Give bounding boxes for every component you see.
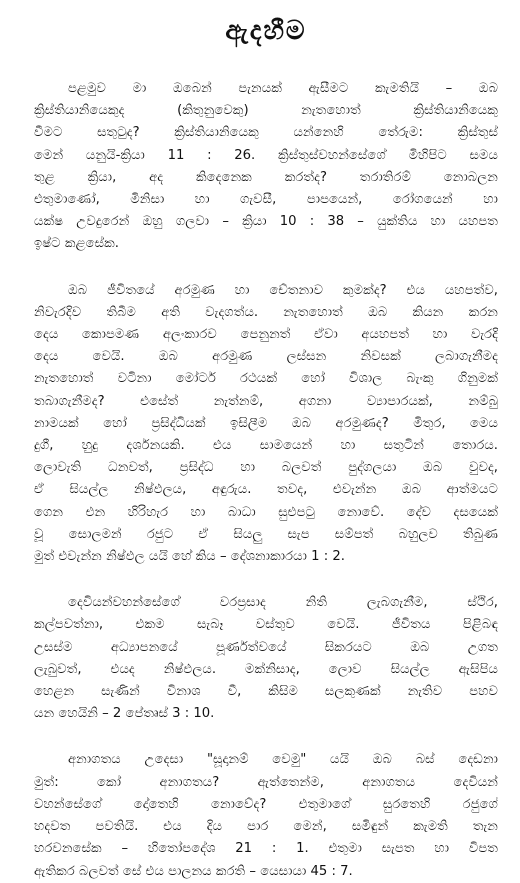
text-line: ක්‍රිස්තියානියෙකුද (කිතුනුවෙකු) නැතහොත් ක්‍රිස්තියානියෙකු: [34, 103, 498, 119]
text-line: උසස්ම අධ්‍යාපනයේ පූර්ණත්වයේ සිකරයට ඔබ උගත: [34, 639, 498, 655]
text-line: ඇතිකර බලවත් සේ එය පාලනය කරති – යෙසායා 45 : 7.: [34, 863, 353, 879]
text-line: දෙය වෙයි. ඔබ අරමුණ ලස්සන නිවසක් ලබාගැනීමද: [34, 349, 498, 365]
text-line: දෙවියන්වහන්සේගේ වරප්‍රසාද නිති ලැබගැනීම, ස්ථිර,: [68, 595, 498, 611]
text-line: යන හෙයිනි – 2 පේත්‍රුස් 3 : 10.: [34, 706, 215, 722]
text-line: අනාගතය උදෙසා "සූදානම් වෙමු" යයි ඔබ බස් දෙඩනා: [68, 752, 498, 768]
text-line: ඒ සියල්ල නිෂ්ඵලය, අඳුරුය. තවද, එවැන්න ඔබ ආත්මයට: [34, 482, 498, 498]
text-line: දුගී, හුදු දර්ශනයකි. එය සාමයෙන් හා සතුටින් තොරය.: [34, 438, 498, 454]
text-line: වහන්සේගේ දෝතෙහි නොවේද? එතුමාගේ සුරතෙහි රජුගේ: [34, 796, 498, 812]
text-line: වීමට සතුටුද? ක්‍රිස්තියානියෙකු යන්නෙහි තේරුම: ක්‍රිස්තුස්: [34, 125, 498, 141]
text-line: නාමයක් හෝ ප්‍රසිද්ධියක් ඉසිලීම ඔබ අරමුණද? මිතුර, මෙය: [34, 415, 498, 431]
text-line: වූ සොලමන් රජුට ඒ සියලු සැප සම්පත් බහුලව තිබුණ: [34, 526, 498, 542]
text-line: පළමුව මා ඔබෙන් පැනයක් ඇසීමට කැමතියි – ඔබ: [68, 81, 498, 96]
text-line: හෙළන සැණින් විනාශ වී, කිසිම සලකුණක් නැතිව පහව: [34, 684, 498, 700]
text-line: ගෙන එන හිරිහැර හා බාධා සුළුපටු නොවේ. දේව දසයෙක්: [34, 504, 498, 520]
text-line: ඉෂ්ට කළසේක.: [34, 236, 119, 252]
text-line: මුත් එවැන්න නිෂ්ඵල යයි හේ කිය – දේශනාකාරයා 1 : 2.: [34, 549, 345, 565]
text-line: හරවනසේක – හිතෝපදේශ 21 : 1. එතුමා සැපත හා විපත: [34, 841, 498, 857]
text-line: කල්පවත්නා, එකම සැබෑ වස්තුව වෙයි. ජීවිතය පිළිබඳ: [34, 617, 498, 633]
text-line: මෙන් යනුයි-ක්‍රියා 11 : 26. ක්‍රිස්තුස්වහන්සේගේ මිහිපිට සමය: [34, 147, 498, 163]
text-line: ලොවැති ධනවත්, ප්‍රසිද්ධ හා බලවත් පුද්ගලයා ඔබ වුවද,: [34, 460, 498, 476]
text-line: එතුමාණෝ, මිනිසා හා ගැවසී, පාපයෙන්, රෝගයෙන් හා: [34, 192, 498, 208]
text-line: හදවත පවතියි. එය දිය පාර මෙන්, සමිඳුන් කැමති තැන: [34, 819, 498, 835]
text-line: ඔබ ජීවිතයේ අරමුණ හා චේතනාව කුමක්ද? එය යහපත්ව,: [68, 282, 498, 298]
paragraph-1: [34, 78, 498, 256]
page-title: ඇදහීම: [225, 16, 307, 46]
text-line: නැතහොත් වටිනා මෝටර් රථයක් හෝ විශාල බැංකු ගිනුමක්: [34, 371, 498, 387]
text-line: නිවැරදිව තිබීම අති වැදගත්ය. නැතහොත් ඔබ කියන කරන: [34, 304, 498, 320]
text-line: තබාගැනීමද? එසේත් නැත්නම්, අගනා ව්‍යාපාරයක්, නම්බු: [34, 393, 498, 409]
text-line: ලැබුවත්, එයද නිෂ්ඵලය. මක්නිසාද, ලොව සියල්ල ඇසිපිය: [34, 661, 498, 677]
text-line: දෙය කොපමණ අලංකාරව පෙනුනත් ඒවා අයහපත් හා වැරදි: [34, 327, 498, 343]
paragraph-2: [34, 280, 498, 569]
paragraph-4: [34, 749, 498, 882]
text-line: යක්ෂ උවදුරෙන් ඔහු ගලවා – ක්‍රියා 10 : 38 – යුක්තිය හා යහපත: [34, 214, 498, 230]
paragraph-3: [34, 592, 498, 725]
text-line: තුළ ක්‍රියා, අද කිදෙනෙක කරත්ද? තරාතිරම් නොබලන: [34, 169, 498, 185]
text-line: මුත්: කෝ අනාගතය? ඇත්තෙන්ම, අනාගතය දෙවියන්: [34, 774, 498, 790]
